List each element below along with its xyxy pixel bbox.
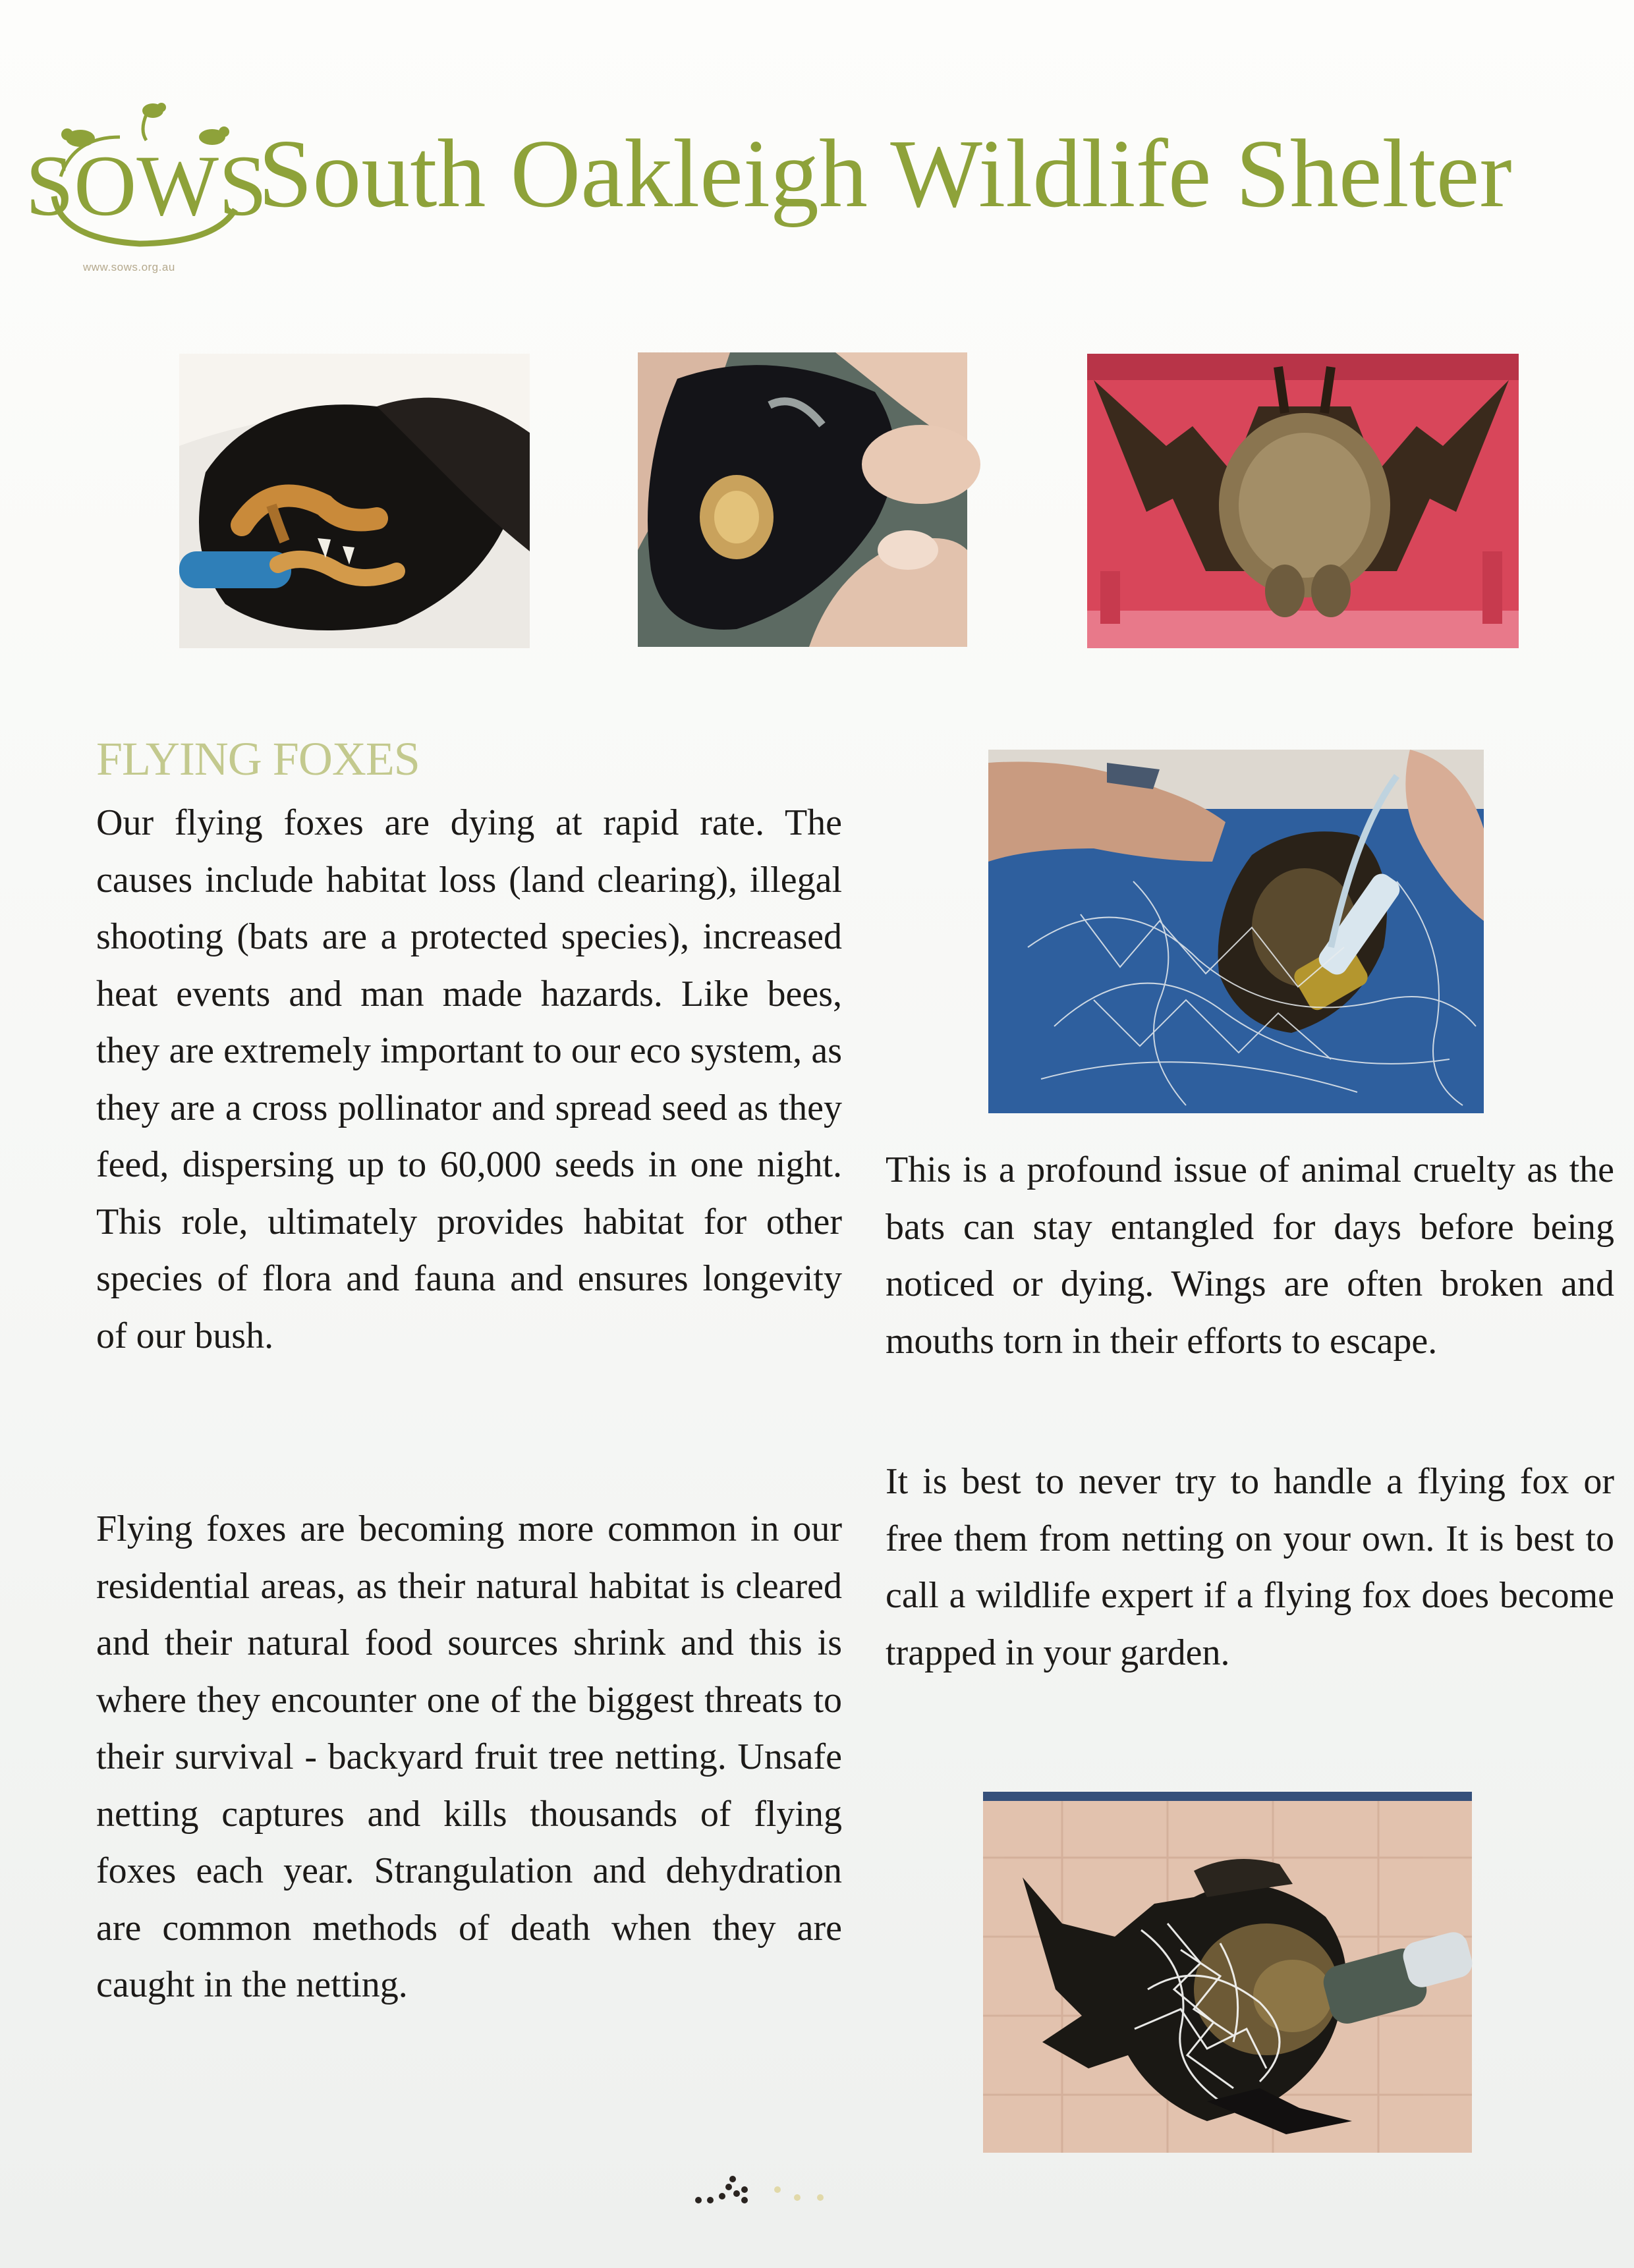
page-title: South Oakleigh Wildlife Shelter xyxy=(258,120,1512,228)
svg-text:SOWS: SOWS xyxy=(25,137,268,234)
site-url: www.sows.org.au xyxy=(83,261,175,273)
body-paragraph: Our flying foxes are dying at rapid rate. The causes include habitat loss (land clearing), illegal shooting (bats are a protected species), increased heat events and man made hazards. Like bees, they are extremely important to our eco system, as they are a cross pollinator and spread seed as they feed, dispersing up to 60,000 seeds in one night. This role, ultimately provides habitat for other species of flora and fauna and ensures longevity of our bush. xyxy=(96,802,842,1356)
bat-hanging-photo xyxy=(1087,354,1519,648)
sows-logo xyxy=(25,97,268,249)
bat-feeding-photo xyxy=(179,354,530,648)
bat-tangled-photo xyxy=(983,1792,1472,2153)
body-paragraph: Flying foxes are becoming more common in our residential areas, as their natural habitat is cleared and their natural food sources shrink and this is where they encounter one of the biggest threats to their survival - backyard fruit tree netting. Unsafe netting captures and kills thousands of flying foxes each year. Strangulation and dehydration are common methods of death when they are caught in the netting. xyxy=(96,1508,842,2005)
body-paragraph: This is a profound issue of animal cruelty as the bats can stay entangled for days before being noticed or dying. Wings are often broken and mouths torn in their efforts to escape. xyxy=(886,1149,1614,1362)
decorative-dots xyxy=(685,2174,857,2213)
section-heading: FLYING FOXES xyxy=(96,733,420,785)
body-paragraph: It is best to never try to handle a flying fox or free them from netting on your own. It is best to call a wildlife expert if a flying fox does become trapped in your garden. xyxy=(886,1461,1614,1673)
bat-netting-rescue-photo xyxy=(988,750,1484,1113)
bat-bottle-feeding-photo xyxy=(638,352,967,647)
